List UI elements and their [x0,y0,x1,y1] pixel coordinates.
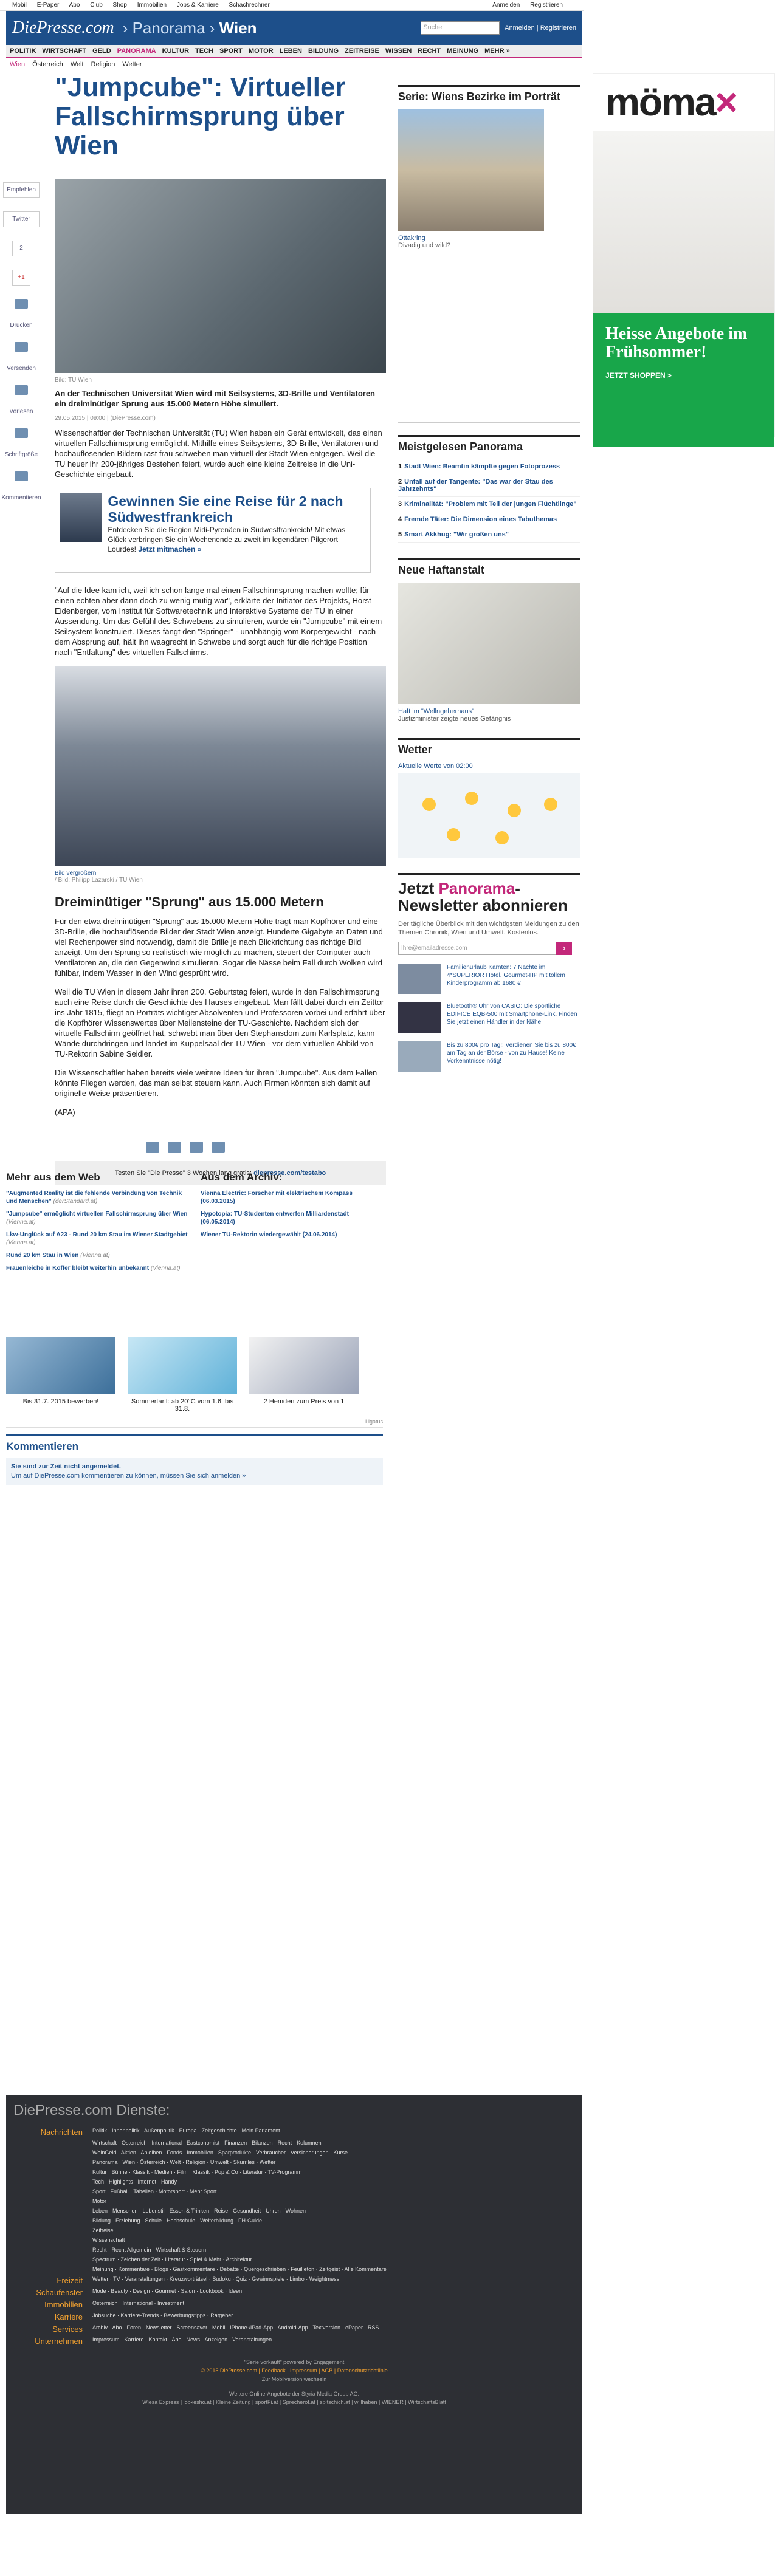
list-item[interactable]: 1 Stadt Wien: Beamtin kämpfte gegen Fotoprozess [398,459,580,474]
breadcrumb-wien[interactable]: Wien [219,18,257,37]
ad-image [398,1041,441,1072]
ad-image [249,1337,359,1394]
read-aloud-tool[interactable] [0,385,43,415]
footer-category[interactable] [13,2159,92,2166]
footer-title: DiePresse.com Dienste: [13,2102,170,2119]
trial-link[interactable]: diepresse.com/testabo [253,1170,326,1177]
newsletter-submit-button[interactable]: › [556,942,572,955]
footer-category[interactable]: Immobilien [44,2300,83,2309]
footer-category[interactable] [13,2208,92,2215]
site-logo[interactable]: DiePresse.com [12,18,114,37]
footer-category[interactable] [13,2198,92,2205]
list-item[interactable]: "Jumpcube" ermöglicht virtuellen Fallschirmsprung über Wien (Vienna.at) [6,1211,188,1225]
topbar-link-jobs[interactable]: Jobs & Karriere [176,2,219,9]
article-main-image[interactable] [55,179,386,373]
serie-image[interactable] [398,109,544,231]
nav-sport[interactable]: SPORT [219,47,243,55]
haft-title: Neue Haftanstalt [398,558,580,577]
footer-row [13,2179,575,2185]
page-wrapper [6,11,582,70]
footer-category[interactable] [13,2188,92,2195]
newsletter-box [398,873,580,955]
ad-brand: möma× [605,80,737,124]
list-item[interactable]: Wiener TU-Rektorin wiedergewählt (24.06.2014) [201,1231,337,1238]
ad-caption: 2 Hemden zum Preis von 1 [263,1398,345,1405]
wetter-title: Wetter [398,738,580,756]
weather-map[interactable] [398,773,580,858]
subnav-wetter[interactable]: Wetter [122,60,142,68]
nav-leben[interactable]: LEBEN [279,47,302,55]
nav-geld[interactable]: GELD [92,47,111,55]
list-item[interactable]: Bis zu 800€ pro Tag!: Verdienen Sie bis zu 800€ am Tag an der Börse - von zu Hause! Keine Vorkenntnisse nötig! [398,1041,580,1072]
newsletter-email-input[interactable]: Ihre@emailadresse.com [398,942,556,955]
article-source: (APA) [55,1108,75,1117]
footer-category[interactable] [13,2140,92,2146]
nav-wissen[interactable]: WISSEN [385,47,412,55]
footer-links[interactable]: Panorama · Wien · Österreich · Welt · Religion · Umwelt · Skurriles · Wetter [92,2159,276,2165]
newsletter-title: Jetzt Panorama-Newsletter abonnieren [398,879,568,914]
footer-links[interactable]: Wissenschaft [92,2237,125,2243]
footer-row [13,2256,575,2263]
promo-image [60,493,102,542]
topbar-login[interactable]: Anmelden [492,2,520,9]
topbar-link-immobilien[interactable]: Immobilien [137,2,167,9]
footer-category[interactable] [13,2150,92,2156]
topbar-link-schach[interactable]: Schachrechner [229,2,270,9]
footer-links[interactable]: Wetter · TV · Veranstaltungen · Kreuzworträtsel · Sudoku · Quiz · Gewinnspiele · Limbo · Weightmess [92,2276,340,2282]
font-size-icon [15,428,28,438]
list-item[interactable]: 4 Fremde Täter: Die Dimension eines Tabuthemas [398,512,580,527]
image-caption: Bild: TU Wien [55,377,92,383]
footer-category[interactable] [13,2169,92,2176]
ad-image [128,1337,237,1394]
footer-row [13,2159,575,2166]
footer-links[interactable]: Kultur · Bühne · Klassik · Medien · Film · Klassik · Pop & Co · Literatur · TV-Programm [92,2169,302,2175]
list-item[interactable]: 5 Smart Akkhug: "Wir großen uns" [398,527,580,543]
footer-row [13,2218,575,2224]
footer-category[interactable]: Karriere [54,2312,83,2321]
print-tool[interactable] [0,299,43,329]
print-icon[interactable] [146,1142,159,1153]
footer-row [13,2276,575,2285]
gplus-count: 2 [12,241,30,256]
list-item[interactable]: 3 Kriminalität: "Problem mit Teil der jungen Flüchtlinge" [398,497,580,512]
footer-category[interactable]: Nachrichten [40,2128,83,2137]
header-login-links[interactable]: Anmelden | Registrieren [505,24,576,32]
comment-icon [15,471,28,481]
footer-row [13,2198,575,2205]
footer-row [13,2247,575,2253]
ad-caption: Sommertarif: ab 20°C vom 1.6. bis 31.8. [131,1398,234,1413]
mobile-version-link[interactable]: Zur Mobilversion wechseln [261,2376,327,2382]
ad-cta[interactable]: JETZT SHOPPEN > [605,371,672,380]
footer-links[interactable]: Jobsuche · Karriere-Trends · Bewerbungstipps · Ratgeber [92,2312,233,2318]
nav-panorama[interactable]: PANORAMA [117,47,156,55]
footer-row [13,2150,575,2156]
footer-category[interactable] [13,2218,92,2224]
related-section [6,1171,383,1277]
footer-category[interactable] [13,2247,92,2253]
more-web-title: Mehr aus dem Web [6,1171,100,1183]
haft-subcaption: Justizminister zeigte neues Gefängnis [398,715,511,722]
list-item[interactable]: 2 Unfall auf der Tangente: "Das war der Stau des Jahrzehnts" [398,474,580,497]
ad-thumb[interactable] [6,1337,115,1413]
article-paragraph: Für den etwa dreiminütigen "Sprung" aus 15.000 Metern Höhe trägt man Kopfhörer und eine 3D-Brille, die hochauflösende Bilder der Stadt Wien anzeigt. Hunderte Gigabyte an Daten und viel Rechenpower sind notwendig, damit die Brille je nach Blickrichtung das richtige Bild anzeigt. Um den Sprung so realistisch wie möglich zu machen, steuert der Computer auch Ventilatoren an, die den Gegenwind simulieren. Sogar die Nässe beim Fall durch Wolken wird fühlbar, indem Wasser in den Wind gesprüht wird. [55,917,383,978]
right-sidebar [398,85,580,1080]
article-subheading: Dreiminütiger "Sprung" aus 15.000 Metern [55,894,324,909]
breadcrumb-panorama[interactable]: Panorama [132,18,205,37]
comments-title: Kommentieren [6,1440,79,1452]
footer-category[interactable] [13,2266,92,2273]
subnav-wien[interactable]: Wien [10,60,26,68]
breadcrumb: › Panorama › Wien [122,18,257,37]
footer-links[interactable]: Tech · Highlights · Internet · Handy [92,2179,177,2185]
speaker-icon [15,385,28,395]
read-label: Vorlesen [9,408,33,415]
footer-links[interactable]: Mode · Beauty · Design · Gourmet · Salon · Lookbook · Ideen [92,2288,243,2294]
footer-copyright[interactable]: © 2015 DiePresse.com | Feedback | Impressum | AGB | Datenschutzrichtlinie [201,2368,388,2374]
speaker-icon[interactable] [190,1142,203,1153]
footer-row [13,2208,575,2215]
sponsored-links [398,964,580,1072]
site-header [6,11,582,45]
main-nav [6,45,582,58]
ad-caption: Bis 31.7. 2015 bewerben! [22,1398,99,1405]
footer-category[interactable] [13,2256,92,2263]
promo-text: Entdecken Sie die Region Midi-Pyrenäen in Südwestfrankreich! Mit etwas Glück verbringen Sie ein Wochenende zu zweit im legendären Pilgerort Lourdes! [108,526,346,553]
footer-row [13,2140,575,2146]
twitter-button[interactable]: Twitter [3,211,40,227]
footer-row [13,2188,575,2195]
footer-row [13,2169,575,2176]
ad-image [398,1002,441,1033]
comment-label: Kommentieren [1,495,41,501]
list-item[interactable]: Vienna Electric: Forscher mit elektrischem Kompass (06.03.2015) [201,1190,353,1205]
ad-thumb[interactable] [128,1337,237,1413]
list-item[interactable]: Familienurlaub Kärnten: 7 Nächte im 4*SUPERIOR Hotel. Gourmet-HP mit tollem Kinderprogramm ab 1680 € [398,964,580,994]
footer-links[interactable]: Politik · Innenpolitik · Außenpolitik · Europa · Zeitgeschichte · Mein Parlament [92,2128,280,2134]
promo-link[interactable]: Jetzt mitmachen » [138,545,202,553]
font-label: Schriftgröße [4,451,38,458]
list-item[interactable]: "Augmented Reality ist die fehlende Verbindung von Technik und Menschen" (derStandard.at) [6,1190,182,1205]
footer-category[interactable]: Freizeit [57,2276,83,2285]
footer-links[interactable]: Motor [92,2198,107,2204]
haft-image[interactable] [398,583,580,704]
footer-links[interactable]: Impressum · Karriere · Kontakt · Abo · News · Anzeigen · Veranstaltungen [92,2337,272,2343]
ad-thumb[interactable] [249,1337,359,1413]
footer-row [13,2312,575,2321]
footer [6,2095,582,2514]
article-lead: An der Technischen Universität Wien wird mit Seilsystems, 3D-Brille und Ventilatoren ein dreiminütiger Sprung aus 15.000 Metern Höhe simuliert. [55,389,375,408]
partners-label: Weitere Online-Angebote der Styria Media Group AG: [229,2391,359,2397]
nav-tech[interactable]: TECH [195,47,213,55]
ad-image [593,131,774,313]
nav-meinung[interactable]: MEINUNG [447,47,479,55]
footer-links[interactable]: WeinGeld · Aktien · Anleihen · Fonds · Immobilien · Sparprodukte · Verbraucher · Versicherungen · Kurse [92,2150,348,2156]
article-paragraph: Die Wissenschaftler haben bereits viele weitere Ideen für ihren "Jumpcube". Aus dem Fallen könnte Fliegen werden, das man selbst steuern kann. Auch Firmen könnten sich damit auf originelle Weise präsentieren. [55,1068,377,1098]
sub-nav [6,58,582,70]
ad-headline: Heisse Angebote im Frühsommer! [605,324,748,361]
envelope-icon [15,342,28,352]
ad-image [6,1337,115,1394]
ad-thumbnails [6,1337,383,1428]
list-item[interactable]: Lkw-Unglück auf A23 - Rund 20 km Stau im Wiener Stadtgebiet (Vienna.at) [6,1231,188,1246]
article-paragraph: "Auf die Idee kam ich, weil ich schon lange mal einen Fallschirmsprung machen wollte; für einen echten aber dann doch zu wenig mutig war", erklärte der Initiator des Projekts, Horst Eidenberger, vom Institut für Softwaretechnik und Interaktive Systeme der TU in einer Aussendung. Um das Gefühl des Schwebens zu simulieren, wurde ein "Jumpcube" mit einem Seilsystem konstruiert. Dieses fängt den "Springer" - unabhängig vom Körpergewicht - nach dem Absprung auf, hält ihn waagrecht in Schwebe und sorgt auch für die richtige Position nach "Entfaltung" des virtuellen Fallschirms. [55,586,382,657]
ad-image [398,964,441,994]
serie-title[interactable]: Serie: Wiens Bezirke im Porträt [398,85,580,103]
promo-title[interactable]: Gewinnen Sie eine Reise für 2 nach Südwestfrankreich [108,493,343,525]
ad-space [398,265,580,423]
footer-links[interactable]: Österreich · International · Investment [92,2300,185,2306]
topbar-link-epaper[interactable]: E-Paper [36,2,60,9]
footer-category[interactable]: Services [52,2324,83,2334]
footer-category[interactable] [13,2237,92,2244]
footer-row [13,2337,575,2346]
gplus-button[interactable]: +1 [12,270,30,286]
print-label: Drucken [10,322,33,329]
article-paragraph: Weil die TU Wien in diesem Jahr ihren 200. Geburtstag feiert, wurde in den Fallschirmsprung auch eine Reise durch die Geschichte des Hauses eingebaut. Man fällt dabei durch ein Zeittor ins Jahr 1815, fliegt an Porträts wichtiger Absolventen und Professoren vorbei und erfährt über die Kopfhörer Wissenswertes über Meilensteine der TU-Geschichte. Nachdem sich der virtuelle Fallschirm geöffnet hat, schwebt man über den Stephansdom zum Karlsplatz, kann Wände durchdringen und landet im Kuppelsaal der TU Wien - vor dem virtuellen Abbild von TU-Rektorin Sabine Seidler. [55,987,385,1058]
footer-category[interactable]: Schaufenster [36,2288,83,2297]
share-sidebar [0,182,43,515]
topbar-link-mobil[interactable]: Mobil [12,2,27,9]
mail-icon[interactable] [168,1142,181,1153]
footer-row [13,2288,575,2297]
article-actions [146,1142,386,1153]
nav-kultur[interactable]: KULTUR [162,47,190,55]
partners-links[interactable]: Wiesa Express | iobkesho.at | Kleine Zeitung | sportFi.at | Sprecherof.at | spitschich.at | willhaben | WIENER | WirtschaftsBlatt [142,2399,446,2405]
list-item[interactable]: Frauenleiche in Koffer bleibt weiterhin unbekannt (Vienna.at) [6,1265,181,1272]
list-item[interactable]: Bluetooth® Uhr von CASIO: Die sportliche EDIFICE EQB-500 mit Smartphone-Link. Finden Sie jetzt einen Händler in der Nähe. [398,1002,580,1033]
archive-title: Aus dem Archiv: [201,1171,283,1183]
footer-links[interactable]: Bildung · Erziehung · Schule · Hochschule · Weiterbildung · FH-Guide [92,2218,262,2224]
footer-links[interactable]: Sport · Fußball · Tabellen · Motorsport · Mehr Sport [92,2188,217,2194]
footer-links[interactable]: Recht · Recht Allgemein · Wirtschaft & Steuern [92,2247,207,2253]
nav-bildung[interactable]: BILDUNG [308,47,339,55]
footer-powered: "Serie vorkauft" powered by Engagement [244,2359,345,2365]
footer-row [13,2300,575,2309]
footer-row [13,2266,575,2273]
list-item[interactable]: Hypotopia: TU-Studenten entwerfen Milliardenstadt (06.05.2014) [201,1211,349,1225]
subnav-welt[interactable]: Welt [70,60,84,68]
send-tool[interactable] [0,342,43,372]
nav-wirtschaft[interactable]: WIRTSCHAFT [42,47,87,55]
skyscraper-ad[interactable] [593,73,775,437]
trial-text: Testen Sie "Die Presse" 3 Wochen lang gratis: [114,1170,252,1177]
serie-subcaption: Divadig und wild? [398,242,451,249]
search-input[interactable]: Suche [421,21,500,35]
subnav-oesterreich[interactable]: Österreich [32,60,63,68]
subnav-religion[interactable]: Religion [91,60,115,68]
footer-links[interactable]: Wirtschaft · Österreich · International · Eastconomist · Finanzen · Bilanzen · Recht · Kolumnen [92,2140,322,2146]
nav-motor[interactable]: MOTOR [248,47,274,55]
list-item[interactable]: Rund 20 km Stau in Wien (Vienna.at) [6,1252,110,1259]
ligatus-label: Ligatus [365,1419,383,1425]
footer-category[interactable]: Unternehmen [35,2337,83,2346]
not-logged-in: Sie sind zur Zeit nicht angemeldet. [11,1463,121,1470]
footer-row [13,2128,575,2137]
footer-links[interactable]: Archiv · Abo · Foren · Newsletter · Screensaver · Mobil · iPhone-/iPad-App · Android-App · Textversion · ePaper · RSS [92,2324,379,2331]
newsletter-text: Der tägliche Überblick mit den wichtigsten Meldungen zu den Themen Chronik, Wien und Umwelt. Kostenlos. [398,920,579,936]
footer-links[interactable]: Meinung · Kommentare · Blogs · Gastkommentare · Debatte · Quergeschrieben · Feuilleton · Zeitgeist · Alle Kommentare [92,2266,387,2272]
footer-links[interactable]: Spectrum · Zeichen der Zeit · Literatur · Spiel & Mehr · Architektur [92,2256,252,2263]
comment-icon[interactable] [212,1142,225,1153]
wetter-caption[interactable]: Aktuelle Werte von 02:00 [398,762,473,770]
enlarge-image-link[interactable]: Bild vergrößern [55,870,97,877]
article [55,73,386,1197]
comment-tool[interactable] [0,471,43,501]
footer-links[interactable]: Leben · Menschen · Lebenstil · Essen & Trinken · Reise · Gesundheit · Uhren · Wohnen [92,2208,306,2214]
printer-icon [15,299,28,309]
login-to-comment[interactable]: Um auf DiePresse.com kommentieren zu können, müssen Sie sich anmelden » [11,1472,246,1479]
article-title: "Jumpcube": Virtueller Fallschirmsprung über Wien [55,72,346,160]
top-bar [0,0,584,11]
footer-category[interactable] [13,2179,92,2185]
promo-box[interactable] [55,488,371,573]
meistgelesen-title: Meistgelesen Panorama [398,435,580,453]
article-paragraph: Wissenschaftler der Technischen Universität (TU) Wien haben ein Gerät entwickelt, das einen virtuellen Fallschirmsprung ermöglicht. Mithilfe eines Seilsystems, 3D-Brille, Ventilatoren und hochauflösenden Bildern rast frau schweben man virtuell der Stadt Wien entgegen. Weil die TU heuer ihr 200-jähriges Bestehen feiert, wurde auch eine kleine Zeitreise in die Uni-Geschichte eingebaut. [55,428,382,479]
footer-row [13,2237,575,2244]
nav-politik[interactable]: POLITIK [10,47,36,55]
article-date: 29.05.2015 | 09:00 | (DiePresse.com) [55,415,156,422]
nav-mehr[interactable]: MEHR » [484,47,510,55]
image-credit: / Bild: Philipp Lazarski / TU Wien [55,877,143,883]
topbar-link-shop[interactable]: Shop [112,2,127,9]
facebook-recommend-button[interactable]: Empfehlen [3,182,40,198]
footer-links[interactable]: Zeitreise [92,2227,114,2233]
font-size-tool[interactable] [0,428,43,458]
topbar-link-club[interactable]: Club [90,2,103,9]
footer-row [13,2227,575,2234]
nav-zeitreise[interactable]: ZEITREISE [345,47,379,55]
serie-caption[interactable]: Ottakring [398,235,425,242]
footer-category[interactable] [13,2227,92,2234]
topbar-link-abo[interactable]: Abo [69,2,80,9]
send-label: Versenden [7,365,36,372]
comments-section [6,1434,383,1485]
footer-row [13,2324,575,2334]
haft-caption[interactable]: Haft im "Wellngeherhaus" [398,708,474,715]
topbar-register[interactable]: Registrieren [530,2,563,9]
article-second-image[interactable] [55,666,386,866]
nav-recht[interactable]: RECHT [418,47,441,55]
